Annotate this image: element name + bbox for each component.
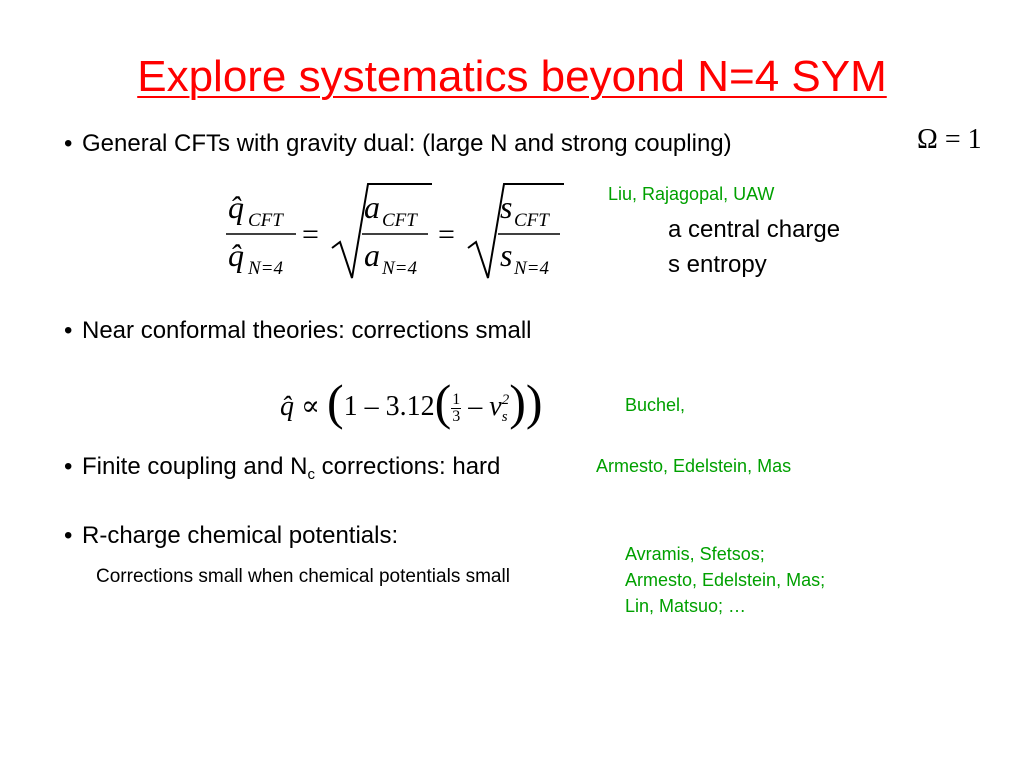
sub-cft: CFT	[248, 210, 283, 231]
bullet-text-before: Finite coupling and N	[82, 453, 308, 480]
reference-armesto: Armesto, Edelstein, Mas	[596, 456, 792, 476]
v-symbol: v	[489, 391, 502, 422]
slide-title-text: Explore systematics beyond N=4 SYM	[137, 52, 887, 101]
v-superscript: 2	[501, 391, 510, 408]
fraction-numerator: 1	[452, 391, 461, 409]
left-paren: (	[326, 374, 344, 430]
definition-entropy: s entropy	[668, 251, 767, 278]
bullet-marker: •	[64, 317, 73, 344]
qhat-symbol: q̂	[280, 391, 294, 422]
fraction-denominator: 3	[452, 408, 461, 426]
bullet-marker: •	[64, 130, 73, 157]
left-paren: (	[434, 374, 452, 430]
s-denominator: s	[500, 237, 513, 273]
equals-sign: =	[302, 218, 319, 251]
qhat-proportional-formula	[280, 374, 543, 430]
qhat-ratio-formula	[220, 178, 580, 288]
reference-lin-matsuo: Lin, Matsuo; …	[625, 596, 747, 616]
bullet-text: Near conformal theories: corrections small	[82, 317, 532, 344]
bullet-near-conformal	[64, 317, 532, 345]
reference-liu-rajagopal: Liu, Rajagopal, UAW	[608, 184, 775, 204]
minus-sign: –	[468, 391, 483, 422]
bullet-marker: •	[64, 453, 73, 480]
coefficient: 3.12	[385, 391, 435, 422]
qhat-numerator: q̂	[228, 189, 244, 225]
s-numerator: s	[500, 189, 513, 225]
sub-n4: N=4	[514, 258, 549, 279]
one: 1	[343, 391, 358, 422]
bullet-finite-coupling	[64, 453, 500, 483]
bullet-general-cfts	[64, 130, 732, 158]
bullet-marker: •	[64, 522, 73, 549]
reference-buchel: Buchel,	[625, 395, 686, 415]
v-subscript: s	[501, 408, 508, 425]
one-third-fraction	[451, 392, 461, 425]
slide-title	[0, 52, 1024, 102]
proportional-sign: ∝	[301, 391, 320, 422]
equals-sign: =	[944, 124, 961, 155]
sub-n4: N=4	[248, 258, 283, 279]
reference-armesto-2: Armesto, Edelstein, Mas;	[625, 570, 826, 590]
reference-avramis-block	[625, 541, 825, 619]
qhat-denominator: q̂	[228, 237, 244, 273]
reference-avramis: Avramis, Sfetsos;	[625, 544, 765, 564]
omega-equation	[917, 124, 982, 156]
bullet-text-after: corrections: hard	[314, 453, 501, 480]
chemical-potential-note: Corrections small when chemical potentials small	[96, 566, 510, 587]
right-paren: ))	[509, 374, 543, 430]
omega-symbol: Ω	[917, 124, 938, 155]
bullet-text: R-charge chemical potentials:	[82, 522, 399, 549]
definition-central-charge: a central charge	[668, 216, 841, 243]
omega-value: 1	[967, 124, 982, 155]
sub-n4: N=4	[382, 258, 417, 279]
sub-cft: CFT	[382, 210, 417, 231]
bullet-text: General CFTs with gravity dual: (large N and strong coupling)	[82, 130, 732, 157]
a-denominator: a	[364, 237, 380, 273]
equals-sign: =	[438, 218, 455, 251]
sub-cft: CFT	[514, 210, 549, 231]
bullet-subscript: c	[307, 466, 315, 483]
bullet-r-charge	[64, 522, 398, 550]
minus-sign: –	[364, 391, 379, 422]
a-numerator: a	[364, 189, 380, 225]
